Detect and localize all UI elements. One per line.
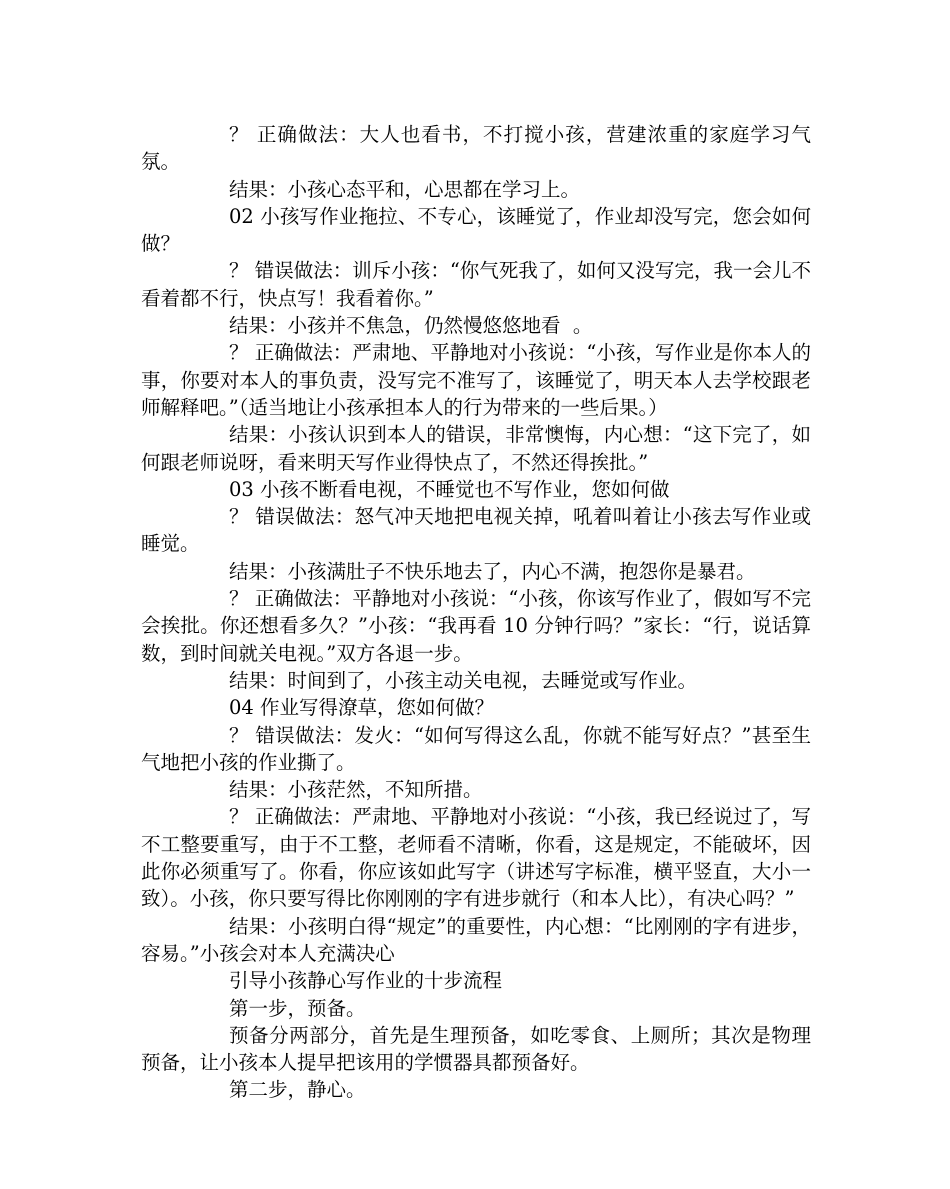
- paragraph: 结果：小孩心态平和，心思都在学习上。: [229, 177, 581, 201]
- paragraph: 结果：小孩并不焦急，仍然慢悠悠地看 。: [229, 314, 593, 338]
- paragraph: ？ 正确做法：大人也看书，不打搅小孩，营建浓重的家庭学习气氛。: [141, 123, 811, 174]
- paragraph: ？ 错误做法：训斥小孩：“你气死我了，如何又没写完，我一会儿不看着都不行，快点写！我看着你。”: [141, 259, 811, 310]
- section-heading: 03 小孩不断看电视，不睡觉也不写作业，您如何做: [229, 477, 670, 501]
- paragraph: ？ 错误做法：发火：“如何写得这么乱，你就不能写好点？”甚至生气地把小孩的作业撕了。: [141, 723, 811, 774]
- paragraph: ？ 正确做法：严肃地、平静地对小孩说：“小孩，我已经说过了，写不工整要重写，由于不工整，老师看不清晰，你看，这是规定，不能破坏，因此你必须重写了。你看，你应该如此写字（讲述写字标准，横平竖直，大小一致）。小孩，你只要写得比你刚刚的字有进步就行（和本人比），有决心吗？”: [141, 805, 811, 911]
- paragraph: 结果：小孩茫然，不知所措。: [229, 778, 483, 802]
- paragraph: 结果：小孩满肚子不快乐地去了，内心不满，抱怨你是暴君。: [229, 559, 756, 583]
- paragraph: 结果：时间到了，小孩主动关电视，去睡觉或写作业。: [229, 668, 698, 692]
- section-heading: 04 作业写得潦草，您如何做？: [229, 696, 495, 720]
- document-body: [141, 121, 811, 1104]
- paragraph: 第一步，预备。: [229, 996, 366, 1020]
- paragraph: ？ 正确做法：严肃地、平静地对小孩说：“小孩，写作业是你本人的事，你要对本人的事负责，没写完不准写了，该睡觉了，明天本人去学校跟老师解释吧。”（适当地让小孩承担本人的行为带来的一些后果。）: [141, 341, 811, 419]
- paragraph: 结果：小孩明白得“规定”的重要性，内心想：“比刚刚的字有进步，容易。”小孩会对本人充满决心: [141, 914, 811, 965]
- paragraph: ？ 正确做法：平静地对小孩说：“小孩，你该写作业了，假如写不完会挨批。你还想看多久？”小孩：“我再看 10 分钟行吗？”家长：“行，说话算数，到时间就关电视。”双方各退一步。: [141, 587, 811, 665]
- paragraph: ？ 错误做法：怒气冲天地把电视关掉，吼着叫着让小孩去写作业或睡觉。: [141, 505, 811, 556]
- section-heading: 引导小孩静心写作业的十步流程: [229, 969, 503, 993]
- paragraph: 结果：小孩认识到本人的错误，非常懊悔，内心想：“这下完了，如何跟老师说呀，看来明天写作业得快点了，不然还得挨批。”: [141, 423, 811, 474]
- paragraph: 预备分两部分，首先是生理预备，如吃零食、上厕所；其次是物理预备，让小孩本人提早把该用的学惯器具都预备好。: [141, 1023, 811, 1075]
- paragraph: 第二步，静心。: [229, 1078, 366, 1102]
- section-heading: 02 小孩写作业拖拉、不专心，该睡觉了，作业却没写完，您会如何做？: [141, 204, 811, 256]
